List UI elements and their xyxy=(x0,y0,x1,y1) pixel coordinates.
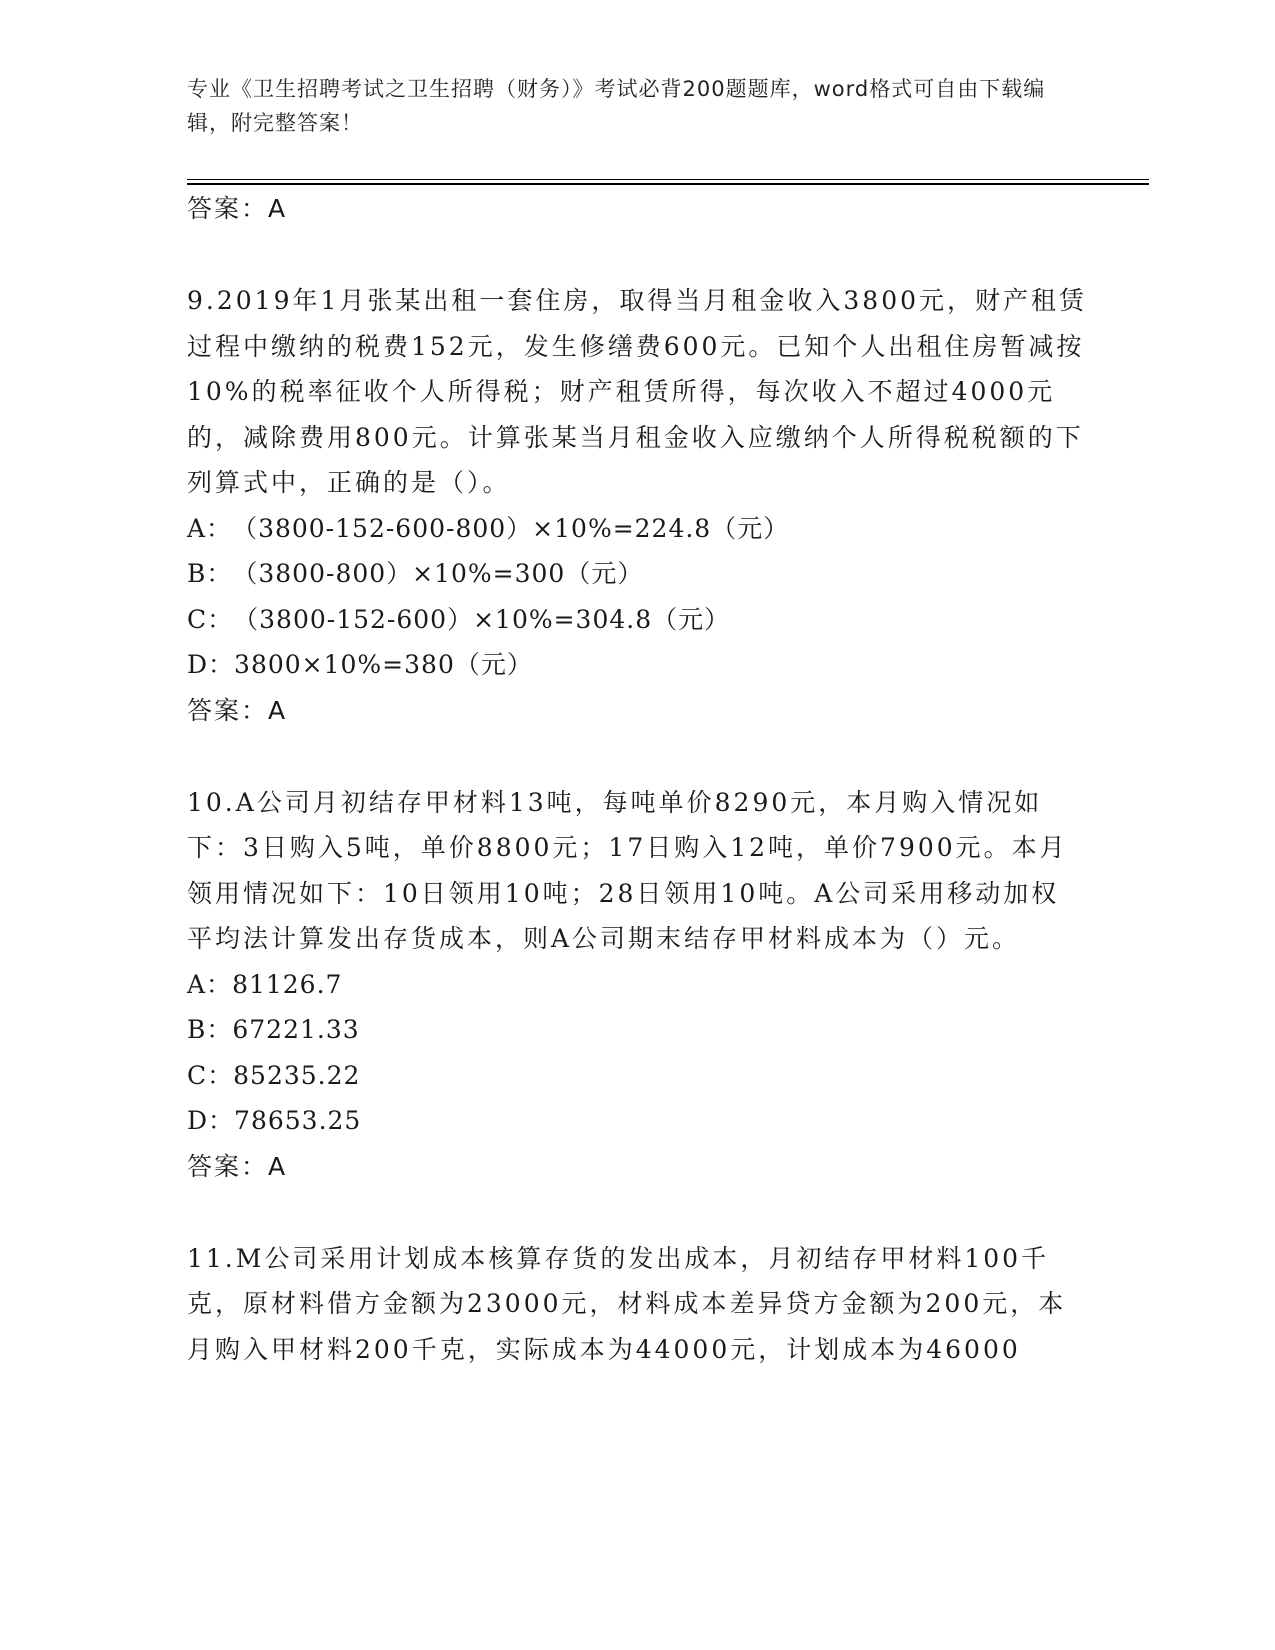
question-body: 2019年1月张某出租一套住房，取得当月租金收入3800元，财产租赁过程中缴纳的税费152元，发生修缮费600元。已知个人出租住房暂减按10%的税率征收个人所得税；财产租赁所得，每次收入不超过4000元的，减除费用800元。计算张某当月租金收入应缴纳个人所得税税额的下列算式中，正确的是（）。 xyxy=(187,286,1088,497)
option-b xyxy=(187,1007,1087,1053)
option-text: 81126.7 xyxy=(232,969,343,999)
question-number: 10. xyxy=(187,787,236,817)
blank-line xyxy=(187,734,1087,780)
option-letter: C： xyxy=(187,604,234,634)
option-b xyxy=(187,551,1087,597)
header-rule-thin xyxy=(187,179,1149,180)
option-text: （3800-800）×10%=300（元） xyxy=(232,559,644,588)
option-d xyxy=(187,642,1087,688)
option-text: 3800×10%=380（元） xyxy=(234,650,533,679)
question-number: 9. xyxy=(187,286,217,315)
option-letter: B： xyxy=(187,1015,233,1044)
answer-line: 答案：A xyxy=(187,1151,288,1181)
option-text: 67221.33 xyxy=(232,1015,360,1044)
option-c xyxy=(187,1053,1087,1099)
option-c xyxy=(187,597,1087,643)
option-letter: B： xyxy=(187,559,233,588)
option-a xyxy=(187,962,1087,1008)
option-letter: D： xyxy=(187,650,235,679)
question-text xyxy=(187,1236,1087,1373)
question-9 xyxy=(187,278,1087,734)
option-text: （3800-152-600）×10%=304.8（元） xyxy=(233,604,731,634)
option-a xyxy=(187,506,1087,552)
header-text: 专业《卫生招聘考试之卫生招聘（财务）》考试必背200题题库，word格式可自由下载编辑，附完整答案！ xyxy=(187,77,1046,135)
option-text: 78653.25 xyxy=(234,1106,362,1135)
option-text: 85235.22 xyxy=(233,1060,361,1090)
option-letter: A： xyxy=(187,969,233,999)
option-letter: C： xyxy=(187,1060,234,1090)
answer-line: 答案：A xyxy=(187,194,288,223)
option-letter: A： xyxy=(187,513,233,543)
question-number: 11. xyxy=(187,1243,236,1273)
header-rule-thick xyxy=(187,183,1149,185)
question-text xyxy=(187,278,1087,506)
document-body xyxy=(187,186,1087,1372)
blank-line xyxy=(187,232,1087,278)
question-text xyxy=(187,780,1087,962)
option-d xyxy=(187,1098,1087,1144)
question-11 xyxy=(187,1236,1087,1373)
question-10 xyxy=(187,780,1087,1190)
answer-line: 答案：A xyxy=(187,695,288,725)
option-letter: D： xyxy=(187,1106,235,1135)
option-text: （3800-152-600-800）×10%=224.8（元） xyxy=(232,513,790,543)
document-header xyxy=(187,72,1067,140)
question-body: M公司采用计划成本核算存货的发出成本，月初结存甲材料100千克，原材料借方金额为23000元，材料成本差异贷方金额为200元，本月购入甲材料200千克，实际成本为44000元，计划成本为46000 xyxy=(187,1243,1067,1364)
question-body: A公司月初结存甲材料13吨，每吨单价8290元，本月购入情况如下：3日购入5吨，单价8800元；17日购入12吨，单价7900元。本月领用情况如下：10日领用10吨；28日领用10吨。A公司采用移动加权平均法计算发出存货成本，则A公司期末结存甲材料成本为（）元。 xyxy=(187,787,1068,953)
blank-line xyxy=(187,1190,1087,1236)
